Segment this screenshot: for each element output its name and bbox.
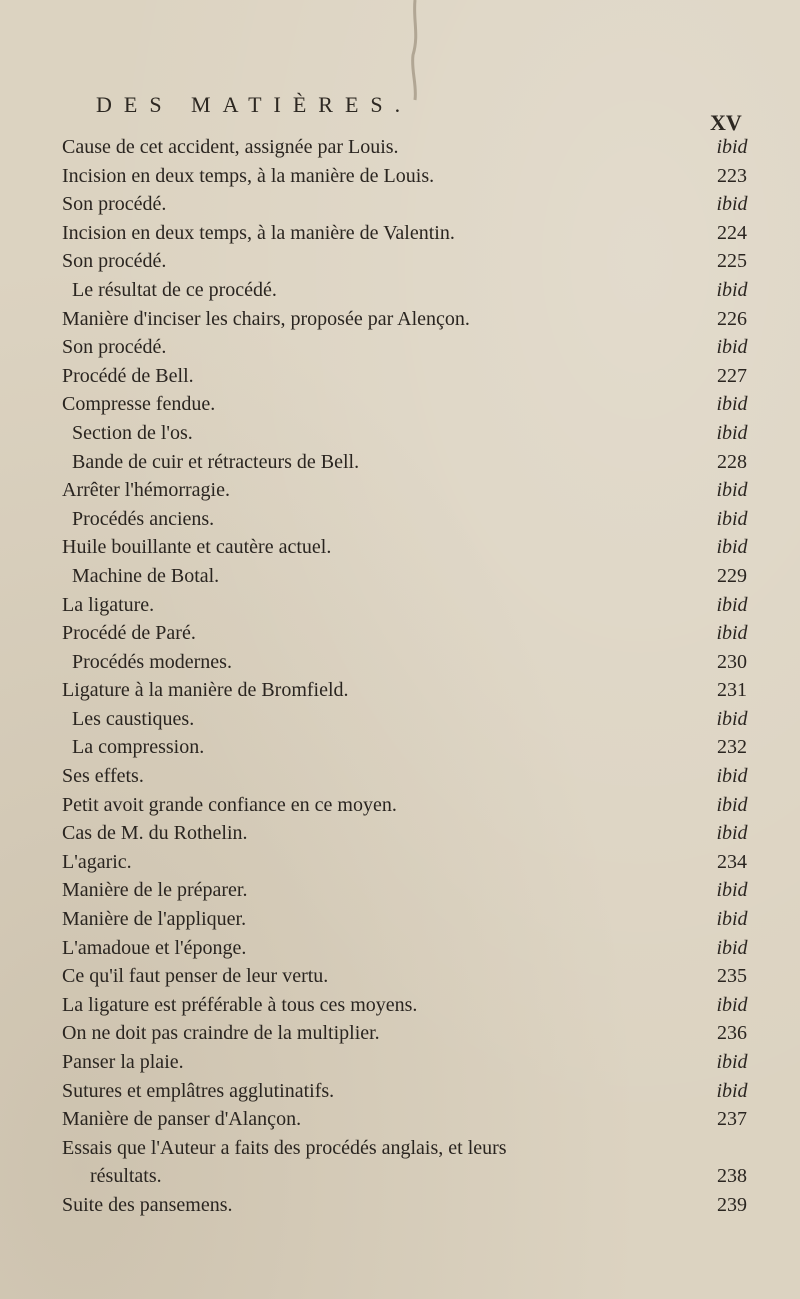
toc-entry-title-text: Ce qu'il faut penser de leur vertu. [62, 965, 329, 988]
toc-entry-page: 224 [717, 221, 747, 244]
toc-entry-title [62, 991, 417, 1020]
toc-entry [62, 1077, 762, 1106]
toc-entry-title [72, 562, 219, 591]
toc-entry-title-text: Les caustiques. [72, 707, 195, 730]
toc-entry-title-text: Arrêter l'hémorragie. [62, 479, 230, 502]
toc-entry [62, 448, 762, 477]
toc-entry-title [62, 905, 246, 934]
toc-entry-page: ibid [716, 507, 748, 530]
toc-entry [62, 905, 762, 934]
toc-entry [62, 1019, 762, 1048]
toc-entry-page: ibid [716, 707, 748, 730]
toc-entry [62, 1105, 762, 1134]
toc-entry-title [62, 962, 328, 991]
toc-entry-title-continuation: résultats. [90, 1165, 162, 1188]
toc-entry-page: 235 [717, 965, 747, 988]
toc-entry-title [62, 1077, 334, 1106]
toc-entry-title-text: Procédés anciens. [72, 507, 215, 530]
toc-entry-title [62, 219, 455, 248]
toc-entry-page: ibid [716, 421, 748, 444]
toc-entry [62, 762, 762, 791]
toc-entry-title [72, 276, 277, 305]
toc-entry-title [62, 305, 470, 334]
toc-entry-title [62, 1134, 622, 1191]
toc-entry-title-text: Manière de panser d'Alançon. [62, 1108, 302, 1131]
toc-entry-title-text: Manière de le préparer. [62, 879, 248, 902]
toc-entry-title [62, 1019, 380, 1048]
toc-entry [62, 190, 762, 219]
toc-entry-title-text: Procédé de Paré. [62, 622, 196, 645]
toc-entry-page: ibid [716, 822, 748, 845]
toc-entry-page: 223 [717, 164, 747, 187]
toc-entry-page: 225 [717, 250, 747, 273]
running-header: DES MATIÈRES. [96, 92, 413, 117]
toc-entry-page: ibid [716, 765, 748, 788]
toc-entry [62, 533, 762, 562]
toc-entry [62, 133, 762, 162]
toc-entry-title [62, 762, 144, 791]
toc-entry-title [62, 619, 196, 648]
toc-entry-page: 237 [717, 1108, 747, 1131]
toc-entry-page: ibid [716, 536, 748, 559]
toc-entry-page: 231 [717, 679, 747, 702]
toc-entry-title-text: Panser la plaie. [62, 1051, 184, 1073]
toc-entry-title-text: Compresse fendue. [62, 393, 216, 416]
toc-entry-title-text: Son procédé. [62, 336, 167, 359]
toc-entry-page: ibid [716, 936, 748, 959]
toc-entry-page: 232 [717, 736, 747, 759]
toc-entry-title [72, 648, 232, 677]
toc-entry-title-text: L'amadoue et l'éponge. [62, 936, 247, 959]
toc-entry-title [62, 333, 166, 362]
toc-entry-page: ibid [716, 793, 748, 816]
toc-entry [62, 305, 762, 334]
toc-entry-title-text: Petit avoit grande confiance en ce moyen. [62, 793, 397, 816]
toc-entry-title-text: L'agaric. [62, 850, 132, 873]
toc-entry-title-text: On ne doit pas craindre de la multiplier. [62, 1022, 380, 1045]
toc-entry-title [62, 1105, 301, 1134]
toc-entry-title-text: Bande de cuir et rétracteurs de Bell. [72, 450, 360, 473]
toc-entry-title-text: Procédés modernes. [72, 650, 232, 673]
toc-entry-title [72, 733, 204, 762]
toc-entry-page: 227 [717, 364, 747, 387]
toc-entry-title [62, 247, 166, 276]
toc-entry-title [62, 533, 331, 562]
toc-entry-title [62, 848, 132, 877]
toc-entry [62, 1134, 762, 1191]
toc-entry [62, 476, 762, 505]
toc-entry-page: ibid [716, 879, 748, 902]
toc-entry-page: 238 [717, 1165, 747, 1188]
page-number: XV [710, 110, 742, 135]
toc-entry-page: ibid [716, 479, 748, 502]
toc-entry-title [62, 819, 248, 848]
toc-entry-title-text: Manière de l'appliquer. [62, 908, 247, 931]
toc-entry [62, 819, 762, 848]
toc-entry [62, 419, 762, 448]
toc-entry-page: ibid [716, 1079, 748, 1102]
toc-entry [62, 1048, 762, 1077]
toc-entry-page: ibid [716, 622, 748, 645]
toc-entry [62, 562, 762, 591]
toc-entry-title [72, 419, 193, 448]
toc-entry-title-text: Incision en deux temps, à la manière de Louis. [62, 164, 435, 187]
toc-entry-title-text: Procédé de Bell. [62, 364, 194, 387]
toc-entry-title-text: Le résultat de ce procédé. [72, 278, 277, 301]
toc-entry-title [62, 476, 230, 505]
toc-entry-title-text: Essais que l'Auteur a faits des procédés anglais, et leurs [62, 1136, 507, 1159]
toc-entry [62, 1191, 762, 1220]
toc-entry [62, 276, 762, 305]
toc-entry-page: 226 [717, 307, 747, 330]
toc-entry-page: 239 [717, 1193, 747, 1216]
toc-entry [62, 733, 762, 762]
toc-entry-title-text: Huile bouillante et cautère actuel. [62, 536, 332, 559]
toc-entry-page: ibid [716, 593, 748, 616]
toc-entry-page: 234 [717, 850, 747, 873]
toc-entry-page: 229 [717, 564, 747, 587]
toc-entry-title [72, 505, 214, 534]
toc-entry-title-text: Ligature à la manière de Bromfield. [62, 679, 349, 702]
table-of-contents [62, 133, 762, 1220]
toc-entry [62, 591, 762, 620]
toc-entry-title-text: Son procédé. [62, 193, 167, 216]
toc-entry [62, 505, 762, 534]
toc-entry [62, 676, 762, 705]
toc-entry [62, 247, 762, 276]
toc-entry-title [62, 591, 154, 620]
toc-entry [62, 390, 762, 419]
toc-entry-page: ibid [716, 1051, 748, 1073]
toc-entry-page: ibid [716, 193, 748, 216]
toc-entry-page: ibid [716, 136, 748, 158]
toc-entry-title [62, 676, 349, 705]
toc-entry-title-text: Machine de Botal. [72, 564, 220, 587]
toc-entry [62, 619, 762, 648]
toc-entry [62, 791, 762, 820]
toc-entry-title [62, 390, 215, 419]
toc-entry [62, 648, 762, 677]
toc-entry [62, 333, 762, 362]
toc-entry-page: ibid [716, 908, 748, 931]
toc-entry-title [62, 934, 246, 963]
toc-entry-title-text: Cause de cet accident, assignée par Louis. [62, 136, 399, 158]
toc-entry-title-text: Sutures et emplâtres agglutinatifs. [62, 1079, 335, 1102]
toc-entry [62, 876, 762, 905]
toc-entry-title-text: La ligature est préférable à tous ces moyens. [62, 993, 418, 1016]
toc-entry [62, 962, 762, 991]
toc-entry-title-text: Manière d'inciser les chairs, proposée par Alençon. [62, 307, 470, 330]
toc-entry-title [62, 133, 399, 162]
toc-entry-title [62, 1191, 233, 1220]
toc-entry-title-text: Ses effets. [62, 765, 144, 788]
toc-entry [62, 162, 762, 191]
toc-entry-page: ibid [716, 393, 748, 416]
toc-entry-page: 230 [717, 650, 747, 673]
toc-entry-title [62, 1048, 184, 1077]
toc-entry-title-text: Section de l'os. [72, 421, 193, 444]
toc-entry-title [62, 162, 434, 191]
toc-entry-title-text: La compression. [72, 736, 205, 759]
toc-entry-page: ibid [716, 336, 748, 359]
toc-entry-title-text: Suite des pansemens. [62, 1193, 233, 1216]
toc-entry-title [72, 705, 194, 734]
toc-entry-title [62, 190, 166, 219]
toc-entry-page: 236 [717, 1022, 747, 1045]
toc-entry-title [62, 791, 397, 820]
toc-entry [62, 848, 762, 877]
toc-entry [62, 219, 762, 248]
toc-entry-page: ibid [716, 993, 748, 1016]
toc-entry-page: 228 [717, 450, 747, 473]
toc-entry [62, 934, 762, 963]
toc-entry-title [62, 362, 194, 391]
toc-entry [62, 991, 762, 1020]
toc-entry-title-text: Incision en deux temps, à la manière de Valentin. [62, 221, 455, 244]
toc-entry-title-text: La ligature. [62, 593, 155, 616]
toc-entry [62, 705, 762, 734]
toc-entry-title-text: Son procédé. [62, 250, 167, 273]
toc-entry-page: ibid [716, 278, 748, 301]
toc-entry-title-text: Cas de M. du Rothelin. [62, 822, 248, 845]
toc-entry-title [72, 448, 359, 477]
toc-entry-title [62, 876, 247, 905]
toc-entry [62, 362, 762, 391]
